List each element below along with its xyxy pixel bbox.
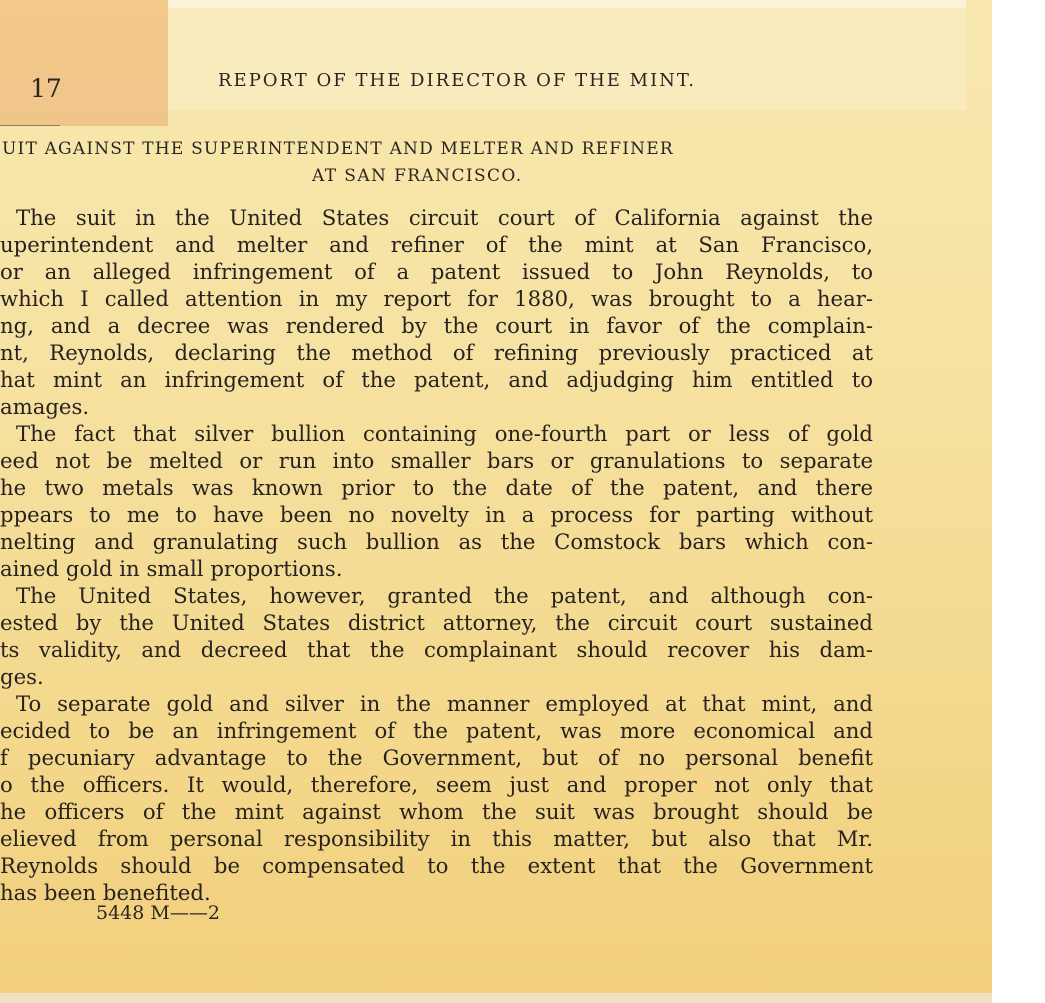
body-line: eed not be melted or run into smaller bars or granulations to separate (0, 448, 873, 473)
body-line: has been benefited. (0, 880, 211, 905)
body-line: The fact that silver bullion containing one-fourth part or less of gold (16, 421, 873, 446)
body-line: which I called attention in my report for 1880, was brought to a hear- (0, 286, 873, 311)
page-corner-tab (0, 0, 168, 126)
section-heading-line-2: AT SAN FRANCISCO. (312, 166, 523, 186)
body-line: ts validity, and decreed that the complainant should recover his dam- (0, 637, 873, 662)
body-line: uperintendent and melter and refiner of the mint at San Francisco, (0, 232, 873, 257)
body-line: ained gold in small proportions. (0, 556, 343, 581)
body-line: or an alleged infringement of a patent issued to John Reynolds, to (0, 259, 873, 284)
bottom-band (0, 993, 992, 1003)
header-band (168, 8, 966, 110)
body-line: o the officers. It would, therefore, seem just and proper not only that (0, 772, 873, 797)
section-heading-line-1: UIT AGAINST THE SUPERINTENDENT AND MELTER AND REFINER (2, 139, 674, 159)
body-line: ges. (0, 664, 44, 689)
body-line: To separate gold and silver in the manner employed at that mint, and (16, 691, 873, 716)
running-head: REPORT OF THE DIRECTOR OF THE MINT. (218, 70, 697, 91)
body-line: nt, Reynolds, declaring the method of refining previously practiced at (0, 340, 873, 365)
page-number: 17 (30, 74, 62, 103)
signature-mark: 5448 M——2 (96, 902, 220, 924)
body-line: f pecuniary advantage to the Government, but of no personal benefit (0, 745, 873, 770)
body-line: he two metals was known prior to the date of the patent, and there (0, 475, 873, 500)
header-rule (0, 125, 60, 126)
body-line: Reynolds should be compensated to the extent that the Government (0, 853, 873, 878)
body-line: hat mint an infringement of the patent, and adjudging him entitled to (0, 367, 873, 392)
body-line: nelting and granulating such bullion as the Comstock bars which con- (0, 529, 873, 554)
body-line: elieved from personal responsibility in this matter, but also that Mr. (0, 826, 873, 851)
body-line: he officers of the mint against whom the suit was brought should be (0, 799, 873, 824)
body-line: ng, and a decree was rendered by the court in favor of the complain- (0, 313, 873, 338)
body-line: ppears to me to have been no novelty in a process for parting without (0, 502, 873, 527)
body-line: amages. (0, 394, 90, 419)
body-line: ecided to be an infringement of the patent, was more economical and (0, 718, 873, 743)
body-line: ested by the United States district attorney, the circuit court sustained (0, 610, 873, 635)
page-edge-strip (168, 0, 966, 8)
body-line: The United States, however, granted the patent, and although con- (16, 583, 873, 608)
body-line: The suit in the United States circuit court of California against the (16, 205, 873, 230)
